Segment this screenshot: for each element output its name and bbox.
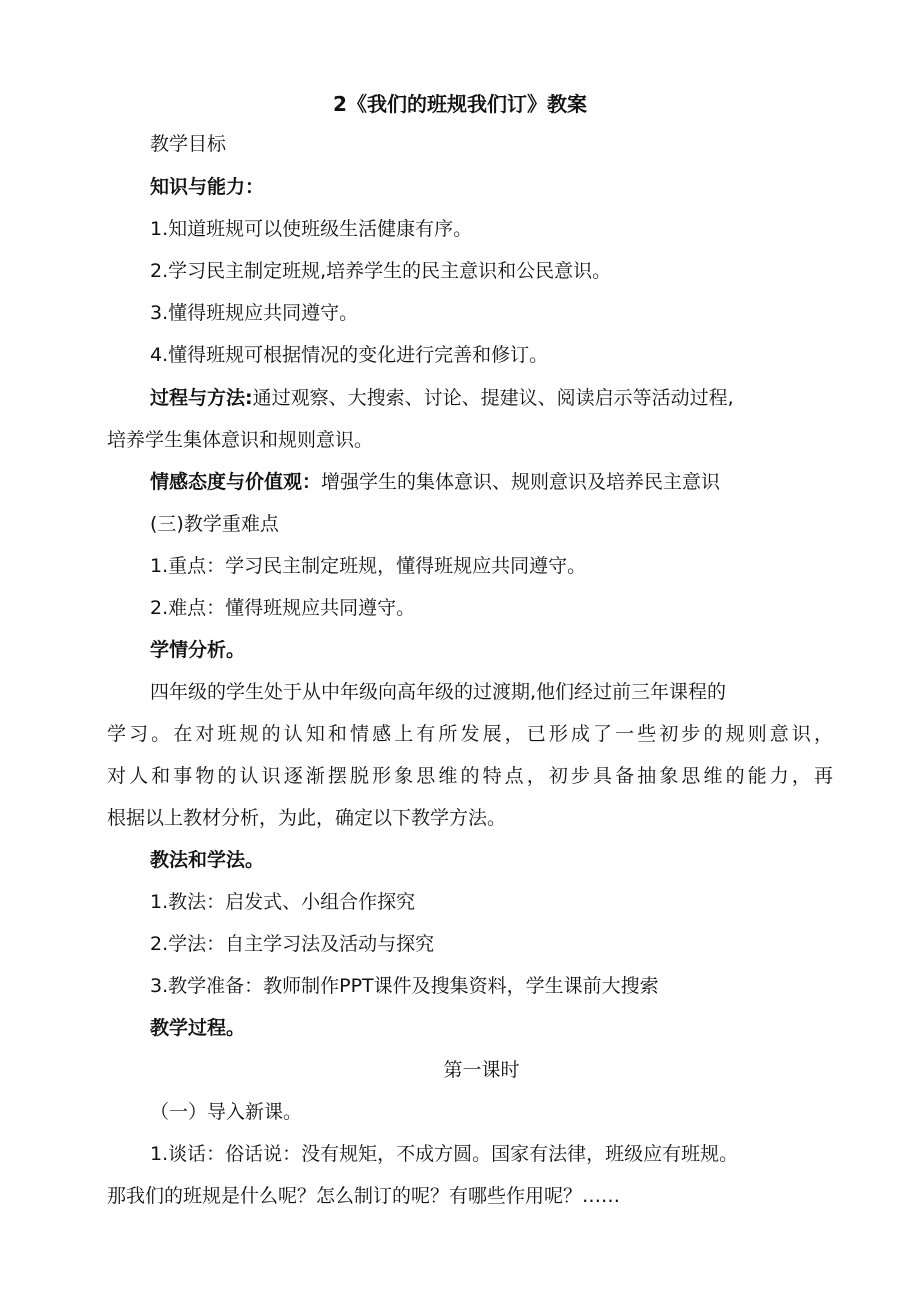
analysis-line-3-text: 对人和事物的认识逐渐摆脱形象思维的特点，初步具备抽象思维的能力，再 — [107, 765, 833, 787]
analysis-line-1: 四年级的学生处于从中年级向高年级的过渡期,他们经过前三年课程的 — [150, 681, 727, 703]
teaching-goals-heading: 教学目标 — [150, 133, 227, 155]
analysis-heading: 学情分析。 — [150, 639, 246, 661]
process-heading: 教学过程。 — [150, 1017, 246, 1039]
key-point-1: 1.重点：学习民主制定班规，懂得班规应共同遵守。 — [150, 555, 587, 577]
talk-line-1: 1.谈话：俗话说：没有规矩，不成方圆。国家有法律，班级应有班规。 — [150, 1143, 739, 1165]
methods-heading: 教法和学法。 — [150, 849, 265, 871]
method-item-2: 2.学法：自主学习法及活动与探究 — [150, 933, 435, 955]
knowledge-item-2: 2.学习民主制定班规,培养学生的民主意识和公民意识。 — [150, 260, 612, 282]
section-1-heading: （一）导入新课。 — [150, 1101, 303, 1123]
method-item-1: 1.教法：启发式、小组合作探究 — [150, 891, 416, 913]
process-method-text: 通过观察、大搜索、讨论、提建议、阅读启示等活动过程, — [252, 387, 734, 409]
process-method-label: 过程与方法: — [150, 387, 253, 409]
document-title: 2《我们的班规我们订》教案 — [333, 92, 587, 116]
lesson-title: 第一课时 — [443, 1059, 520, 1081]
knowledge-item-4: 4.懂得班规可根据情况的变化进行完善和修订。 — [150, 344, 549, 366]
key-points-heading: (三)教学重难点 — [150, 513, 279, 535]
analysis-line-2-text: 学习。在对班规的认知和情感上有所发展，已形成了一些初步的规则意识， — [107, 723, 833, 745]
emotion-label: 情感态度与价值观： — [150, 471, 322, 493]
analysis-line-4: 根据以上教材分析，为此，确定以下教学方法。 — [107, 807, 507, 829]
talk-line-2: 那我们的班规是什么呢？怎么制订的呢？有哪些作用呢？…… — [107, 1185, 621, 1207]
process-method-line1 — [150, 386, 734, 410]
emotion-line — [150, 470, 720, 494]
analysis-line-2 — [107, 722, 833, 746]
knowledge-item-1: 1.知道班规可以使班级生活健康有序。 — [150, 218, 473, 240]
knowledge-heading: 知识与能力： — [150, 176, 265, 198]
key-point-2: 2.难点：懂得班规应共同遵守。 — [150, 597, 416, 619]
analysis-line-3 — [107, 764, 833, 788]
knowledge-item-3: 3.懂得班规应共同遵守。 — [150, 302, 359, 324]
method-item-3: 3.教学准备：教师制作PPT课件及搜集资料，学生课前大搜索 — [150, 975, 659, 997]
process-method-line2: 培养学生集体意识和规则意识。 — [107, 429, 374, 451]
emotion-text: 增强学生的集体意识、规则意识及培养民主意识 — [321, 471, 721, 493]
